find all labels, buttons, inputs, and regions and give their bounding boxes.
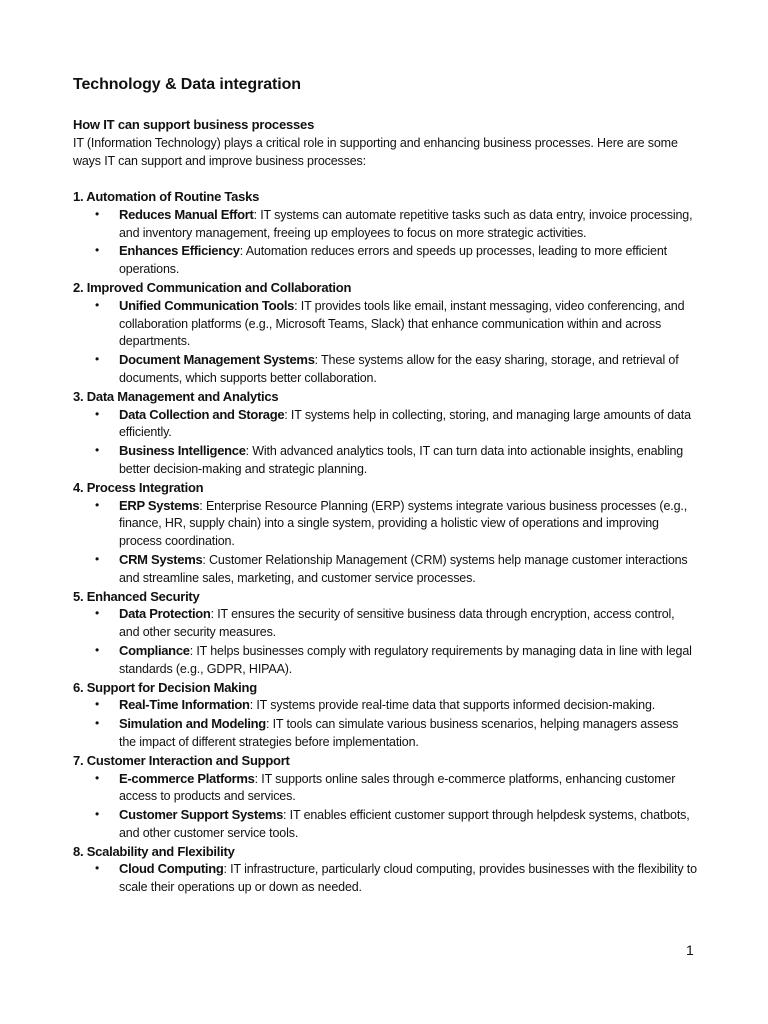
bullet-icon: • bbox=[95, 642, 100, 657]
list-item-text: : IT infrastructure, particularly cloud computing, provides businesses with the flexibility to scale their operations up or down as needed. bbox=[119, 862, 697, 895]
list-item-text: : IT provides tools like email, instant messaging, video conferencing, and collaboration platforms (e.g., Microsoft Teams, Slack) that enhance communication within and across departments. bbox=[119, 298, 685, 349]
bullet-list bbox=[73, 297, 697, 388]
list-item-text: : IT systems help in collecting, storing, and managing large amounts of data efficiently. bbox=[119, 407, 691, 440]
list-item-term: Data Protection bbox=[119, 606, 211, 622]
section-heading: 6. Support for Decision Making bbox=[73, 679, 257, 695]
list-item-term: Real-Time Information bbox=[119, 697, 250, 713]
list-item bbox=[73, 806, 697, 843]
list-item bbox=[73, 406, 697, 443]
intro-paragraph: IT (Information Technology) plays a critical role in supporting and enhancing business processes. Here are some ways IT can support and improve business processes: bbox=[73, 136, 678, 168]
list-item-term: Cloud Computing bbox=[119, 861, 224, 877]
list-item bbox=[73, 715, 697, 752]
list-item bbox=[73, 551, 697, 588]
list-item-term: Business Intelligence bbox=[119, 443, 246, 459]
bullet-icon: • bbox=[95, 352, 100, 367]
list-item-term: Reduces Manual Effort bbox=[119, 206, 254, 222]
bullet-icon: • bbox=[95, 606, 100, 621]
list-item-text: : IT systems can automate repetitive tasks such as data entry, invoice processing, and inventory management, freeing up employees to focus on more strategic activities. bbox=[119, 207, 693, 240]
list-item-text: : Customer Relationship Management (CRM) systems help manage customer interactions and streamline sales, marketing, and customer service processes. bbox=[119, 552, 688, 585]
list-item-term: Unified Communication Tools bbox=[119, 297, 295, 313]
bullet-icon: • bbox=[95, 243, 100, 258]
list-item-term: Document Management Systems bbox=[119, 352, 315, 368]
list-item bbox=[73, 442, 697, 479]
section-heading: 7. Customer Interaction and Support bbox=[73, 752, 290, 768]
section-list bbox=[73, 188, 697, 897]
bullet-icon: • bbox=[95, 497, 100, 512]
bullet-list bbox=[73, 497, 697, 588]
list-item-text: : These systems allow for the easy sharing, storage, and retrieval of documents, which supports better collaboration. bbox=[119, 353, 679, 385]
page-number: 1 bbox=[686, 942, 694, 958]
list-item-term: Enhances Efficiency bbox=[119, 243, 240, 259]
list-item-term: ERP Systems bbox=[119, 497, 200, 513]
list-item-term: Compliance bbox=[119, 642, 190, 658]
list-item bbox=[73, 605, 697, 642]
bullet-icon: • bbox=[95, 716, 100, 731]
list-item-term: E-commerce Platforms bbox=[119, 770, 255, 786]
bullet-icon: • bbox=[95, 770, 100, 785]
list-item bbox=[73, 770, 697, 807]
list-item bbox=[73, 497, 697, 551]
document-title: Technology & Data integration bbox=[73, 76, 301, 93]
bullet-icon: • bbox=[95, 697, 100, 712]
bullet-icon: • bbox=[95, 406, 100, 421]
list-item bbox=[73, 696, 697, 715]
list-item-text: : IT supports online sales through e-commerce platforms, enhancing customer access to products and services. bbox=[119, 771, 676, 804]
bullet-icon: • bbox=[95, 443, 100, 458]
list-item-term: Simulation and Modeling bbox=[119, 716, 266, 732]
list-item-term: Data Collection and Storage bbox=[119, 406, 285, 422]
document-body bbox=[73, 116, 697, 897]
section-heading: 4. Process Integration bbox=[73, 479, 204, 495]
section-subheading: How IT can support business processes bbox=[73, 117, 315, 132]
bullet-list bbox=[73, 696, 697, 751]
bullet-icon: • bbox=[95, 297, 100, 312]
list-item bbox=[73, 860, 697, 897]
list-item-term: CRM Systems bbox=[119, 551, 203, 567]
list-item-text: : IT ensures the security of sensitive business data through encryption, access control, and other security measures. bbox=[119, 607, 675, 640]
bullet-list bbox=[73, 605, 697, 678]
section-heading: 3. Data Management and Analytics bbox=[73, 388, 279, 404]
list-item bbox=[73, 297, 697, 351]
section-heading: 1. Automation of Routine Tasks bbox=[73, 189, 260, 204]
bullet-list bbox=[73, 860, 697, 897]
section-heading: 5. Enhanced Security bbox=[73, 588, 200, 604]
list-item-text: : IT helps businesses comply with regulatory requirements by managing data in line with legal standards (e.g., GDPR, HIPAA). bbox=[119, 643, 692, 676]
list-item-text: : IT systems provide real-time data that supports informed decision-making. bbox=[249, 698, 656, 713]
list-item-text: : Enterprise Resource Planning (ERP) systems integrate various business processes (e.g., finance, HR, supply chain) into a single system, providing a holistic view of operations and improving process coordination. bbox=[119, 498, 688, 549]
bullet-list bbox=[73, 206, 697, 279]
bullet-icon: • bbox=[95, 807, 100, 822]
list-item-term: Customer Support Systems bbox=[119, 807, 284, 823]
list-item-text: : IT enables efficient customer support through helpdesk systems, chatbots, and other customer service tools. bbox=[119, 808, 690, 840]
bullet-list bbox=[73, 406, 697, 479]
bullet-icon: • bbox=[95, 551, 100, 566]
bullet-icon: • bbox=[95, 861, 100, 876]
list-item bbox=[73, 351, 697, 388]
list-item bbox=[73, 206, 697, 243]
list-item-text: : Automation reduces errors and speeds up processes, leading to more efficient operations. bbox=[119, 244, 667, 277]
list-item-text: : With advanced analytics tools, IT can turn data into actionable insights, enabling better decision-making and strategic planning. bbox=[119, 444, 684, 476]
bullet-icon: • bbox=[95, 206, 100, 221]
section-heading: 8. Scalability and Flexibility bbox=[73, 843, 235, 859]
section-heading: 2. Improved Communication and Collaboration bbox=[73, 279, 352, 295]
list-item-text: : IT tools can simulate various business scenarios, helping managers assess the impact of different strategies before implementation. bbox=[119, 717, 679, 749]
bullet-list bbox=[73, 770, 697, 843]
list-item bbox=[73, 242, 697, 279]
list-item bbox=[73, 642, 697, 679]
